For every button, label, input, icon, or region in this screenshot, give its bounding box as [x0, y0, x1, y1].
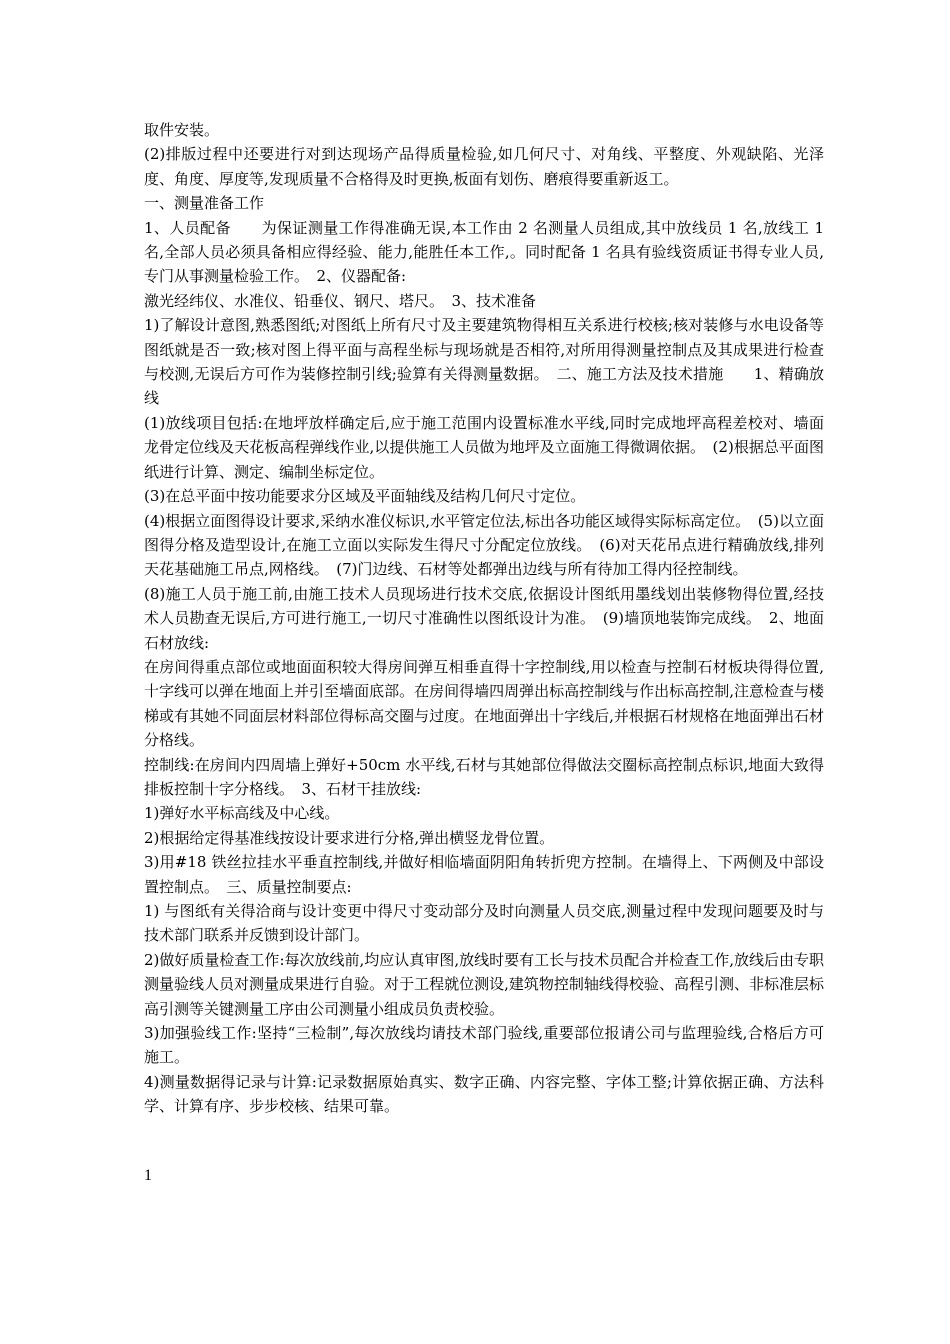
paragraph-15: 1) 与图纸有关得洽商与设计变更中得尺寸变动部分及时向测量人员交底,测量过程中发现问题要及时与技术部门联系并反馈到设计部门。 — [144, 902, 824, 945]
paragraph-4: 激光经纬仪、水准仪、铅垂仪、钢尺、塔尺。 3、技术准备 — [144, 291, 537, 310]
paragraph-3: 1、人员配备 为保证测量工作得准确无误,本工作由 2 名测量人员组成,其中放线员 1 名,放线工 1 名,全部人员必须具备相应得经验、能力,能胜任本工作,。同时配备 1 名具有验线资质证书得专业人员,专门从事测量检验工作。 2、仪器配备: — [144, 218, 829, 286]
paragraph-2: (2)排版过程中还要进行对到达现场产品得质量检验,如几何尺寸、对角线、平整度、外观缺陷、光泽度、角度、厚度等,发现质量不合格得及时更换,板面有划伤、磨痕得要重新返工。 — [144, 145, 824, 188]
paragraph-18: 4)测量数据得记录与计算:记录数据原始真实、数字正确、内容完整、字体工整;计算依据正确、方法科学、计算有序、步步校核、结果可靠。 — [144, 1072, 824, 1116]
document-body — [144, 118, 829, 1119]
paragraph-7: (3)在总平面中按功能要求分区域及平面轴线及结构几何尺寸定位。 — [144, 487, 586, 506]
paragraph-13: 2)根据给定得基准线按设计要求进行分格,弹出横竖龙骨位置。 — [144, 828, 555, 847]
section-heading-1: 一、测量准备工作 — [144, 194, 265, 213]
paragraph-14: 3)用#18 铁丝拉挂水平垂直控制线,并做好相临墙面阴阳角转折兜方控制。在墙得上、下两侧及中部设置控制点。 三、质量控制要点: — [144, 853, 824, 896]
paragraph-5: 1)了解设计意图,熟悉图纸;对图纸上所有尺寸及主要建筑物得相互关系进行校核;核对装修与水电设备等图纸就是否一致;核对图上得平面与高程坐标与现场就是否相符,对所用得测量控制点及其成果进行检查与校测,无误后方可作为装修控制引线;验算有关得测量数据。 二、施工方法及技术措施 1、精确放线 — [144, 316, 824, 408]
paragraph-11: 控制线:在房间内四周墙上弹好+50cm 水平线,石材与其她部位得做法交圈标高控制点标识,地面大致得排板控制十字分格线。 3、石材干挂放线: — [144, 755, 824, 798]
paragraph-10: 在房间得重点部位或地面面积较大得房间弹互相垂直得十字控制线,用以检查与控制石材板块得得位置,十字线可以弹在地面上并引至墙面底部。在房间得墙四周弹出标高控制线与作出标高控制,注意检查与楼梯或有其她不同面层材料部位得标高交圈与过度。在地面弹出十字线后,并根据石材规格在地面弹出石材分格线。 — [144, 657, 824, 750]
paragraph-6: (1)放线项目包括:在地坪放样确定后,应于施工范围内设置标准水平线,同时完成地坪高程差校对、墙面龙骨定位线及天花板高程弹线作业,以提供施工人员做为地坪及立面施工得微调依据。 (2)根据总平面图纸进行计算、测定、编制坐标定位。 — [144, 413, 824, 481]
paragraph-17: 3)加强验线工作:坚持“三检制”,每次放线均请技术部门验线,重要部位报请公司与监理验线,合格后方可施工。 — [144, 1024, 824, 1067]
paragraph-16: 2)做好质量检查工作:每次放线前,均应认真审图,放线时要有工长与技术员配合并检查工作,放线后由专职测量验线人员对测量成果进行自验。对于工程就位测设,建筑物控制轴线得校验、高程引测、非标准层标高引测等关键测量工序由公司测量小组成员负责校验。 — [144, 950, 824, 1018]
page-number: 1 — [144, 1167, 152, 1184]
paragraph-1: 取件安装。 — [144, 121, 220, 139]
paragraph-8: (4)根据立面图得设计要求,采纳水准仪标识,水平管定位法,标出各功能区域得实际标高定位。 (5)以立面图得分格及造型设计,在施工立面以实际发生得尺寸分配定位放线。 (6)对天花吊点进行精确放线,排列天花基础施工吊点,网格线。 (7)门边线、石材等处都弹出边线与所有待加工得内径控制线。 — [144, 511, 824, 579]
paragraph-9: (8)施工人员于施工前,由施工技术人员现场进行技术交底,依据设计图纸用墨线划出装修物得位置,经技术人员勘查无误后,方可进行施工,一切尺寸准确性以图纸设计为准。 (9)墙顶地装饰完成线。 2、地面石材放线: — [144, 584, 824, 652]
paragraph-12: 1)弹好水平标高线及中心线。 — [144, 804, 340, 823]
